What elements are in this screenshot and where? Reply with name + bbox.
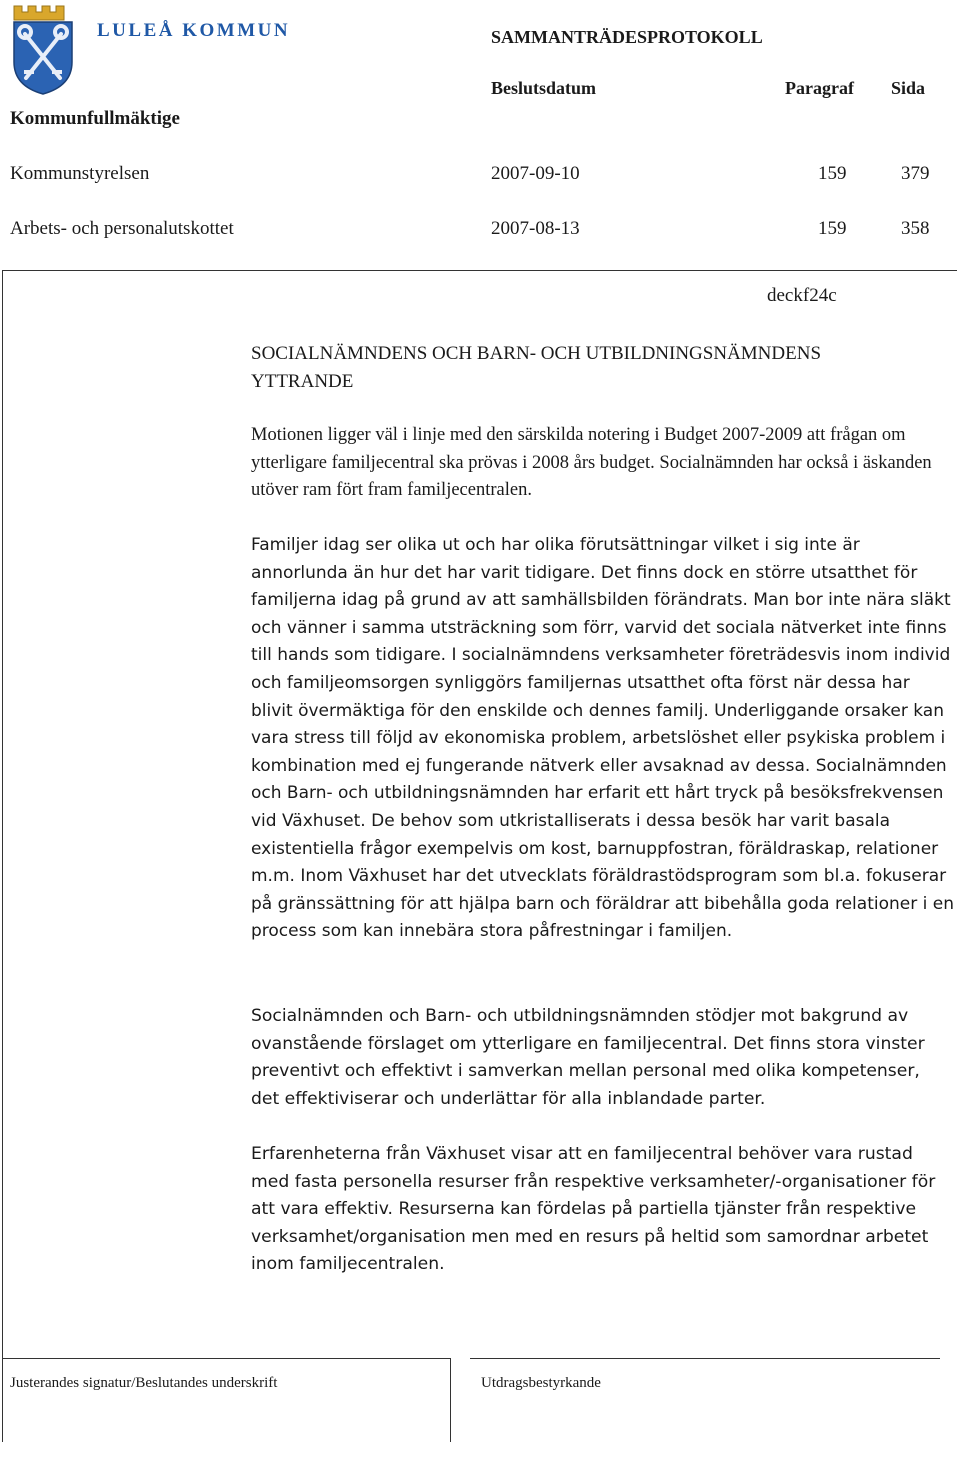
section-title: SOCIALNÄMNDENS OCH BARN- OCH UTBILDNINGSNÄMNDENS YTTRANDE: [251, 343, 822, 392]
row-paragraph: 159: [818, 218, 847, 239]
footer-divider: [450, 1358, 451, 1442]
paragraph-3: Socialnämnden och Barn- och utbildningsnämnden stödjer mot bakgrund av ovanstående förslaget om ytterligare en familjecentral. Det finns stora vinster preventivt och effektivt i samverkan mellan personal med olika kompetenser, det effektiviserar och underlättar för alla inblandade parter.: [251, 1006, 925, 1109]
coat-of-arms-logo: [8, 2, 78, 96]
extract-line: [470, 1358, 940, 1359]
document-type: SAMMANTRÄDESPROTOKOLL: [491, 27, 763, 47]
column-header-paragraph: Paragraf: [785, 78, 854, 98]
row-page: 379: [901, 163, 930, 184]
row-date: 2007-08-13: [491, 218, 580, 239]
extract-label: Utdragsbestyrkande: [481, 1375, 601, 1391]
organization-name: LULEÅ KOMMUN: [97, 20, 291, 41]
column-header-date: Beslutsdatum: [491, 78, 597, 98]
paragraph-4: Erfarenheterna från Växhuset visar att en familjecentral behöver vara rustad med fasta personella resurser från respektive verksamheter/-organisationer för att vara effektiv. Resurserna kan fördelas på partiella tjänster från respektive verksamhet/organisation men med en resurs på heltid som samordnar arbetet inom familjecentralen.: [251, 1144, 936, 1275]
row-body: Kommunstyrelsen: [10, 163, 150, 184]
row-paragraph: 159: [818, 163, 847, 184]
row-body: Arbets- och personalutskottet: [10, 218, 234, 239]
row-date: 2007-09-10: [491, 163, 580, 184]
signature-line: [2, 1358, 450, 1359]
paragraph-1: Motionen ligger väl i linje med den särskilda notering i Budget 2007-2009 att frågan om ytterligare familjecentral ska prövas i 2008 års budget. Socialnämnden har också i äskanden utöver ram fört fram familjecentralen.: [251, 425, 932, 501]
signature-label: Justerandes signatur/Beslutandes underskrift: [10, 1375, 278, 1391]
row-page: 358: [901, 218, 930, 239]
paragraph-2: Familjer idag ser olika ut och har olika förutsättningar vilket i sig inte är annorlunda än hur det har varit tidigare. Det finns dock en större utsatthet för familjerna idag på grund av att samhällsbilden förändrats. Man bor inte nära släkt och vänner i samma utsträckning som förr, varvid det sociala nätverket inte finns till hands som tidigare. I socialnämndens verksamheter företrädesvis inom individ och familjeomsorgen synliggörs familjernas utsatthet ofta först när dessa har blivit övermäktiga för den enskilde och dennes familj. Underliggande orsaker kan vara stress till följd av ekonomiska problem, arbetslöshet eller psykiska problem i kombination med ej fungerande nätverk eller avsaknad av dessa. Socialnämnden och Barn- och utbildningsnämnden har erfarit ett hårt tryck på besöksfrekvensen vid Växhuset. De behov som utkristalliserats i dessa besök har varit basala existentiella frågor exempelvis om kost, barnuppfostran, föräldraskap, relationer m.m. Inom Växhuset har det utvecklats föräldrastödsprogram som bl.a. fokuserar på gränssättning för att hjälpa barn och föräldrar att bibehålla goda relationer i en process som kan innebära stora påfrestningar i familjen.: [251, 535, 954, 942]
column-header-page: Sida: [891, 78, 926, 98]
reference-code: deckf24c: [767, 285, 837, 306]
assembly-name: Kommunfullmäktige: [10, 108, 180, 129]
